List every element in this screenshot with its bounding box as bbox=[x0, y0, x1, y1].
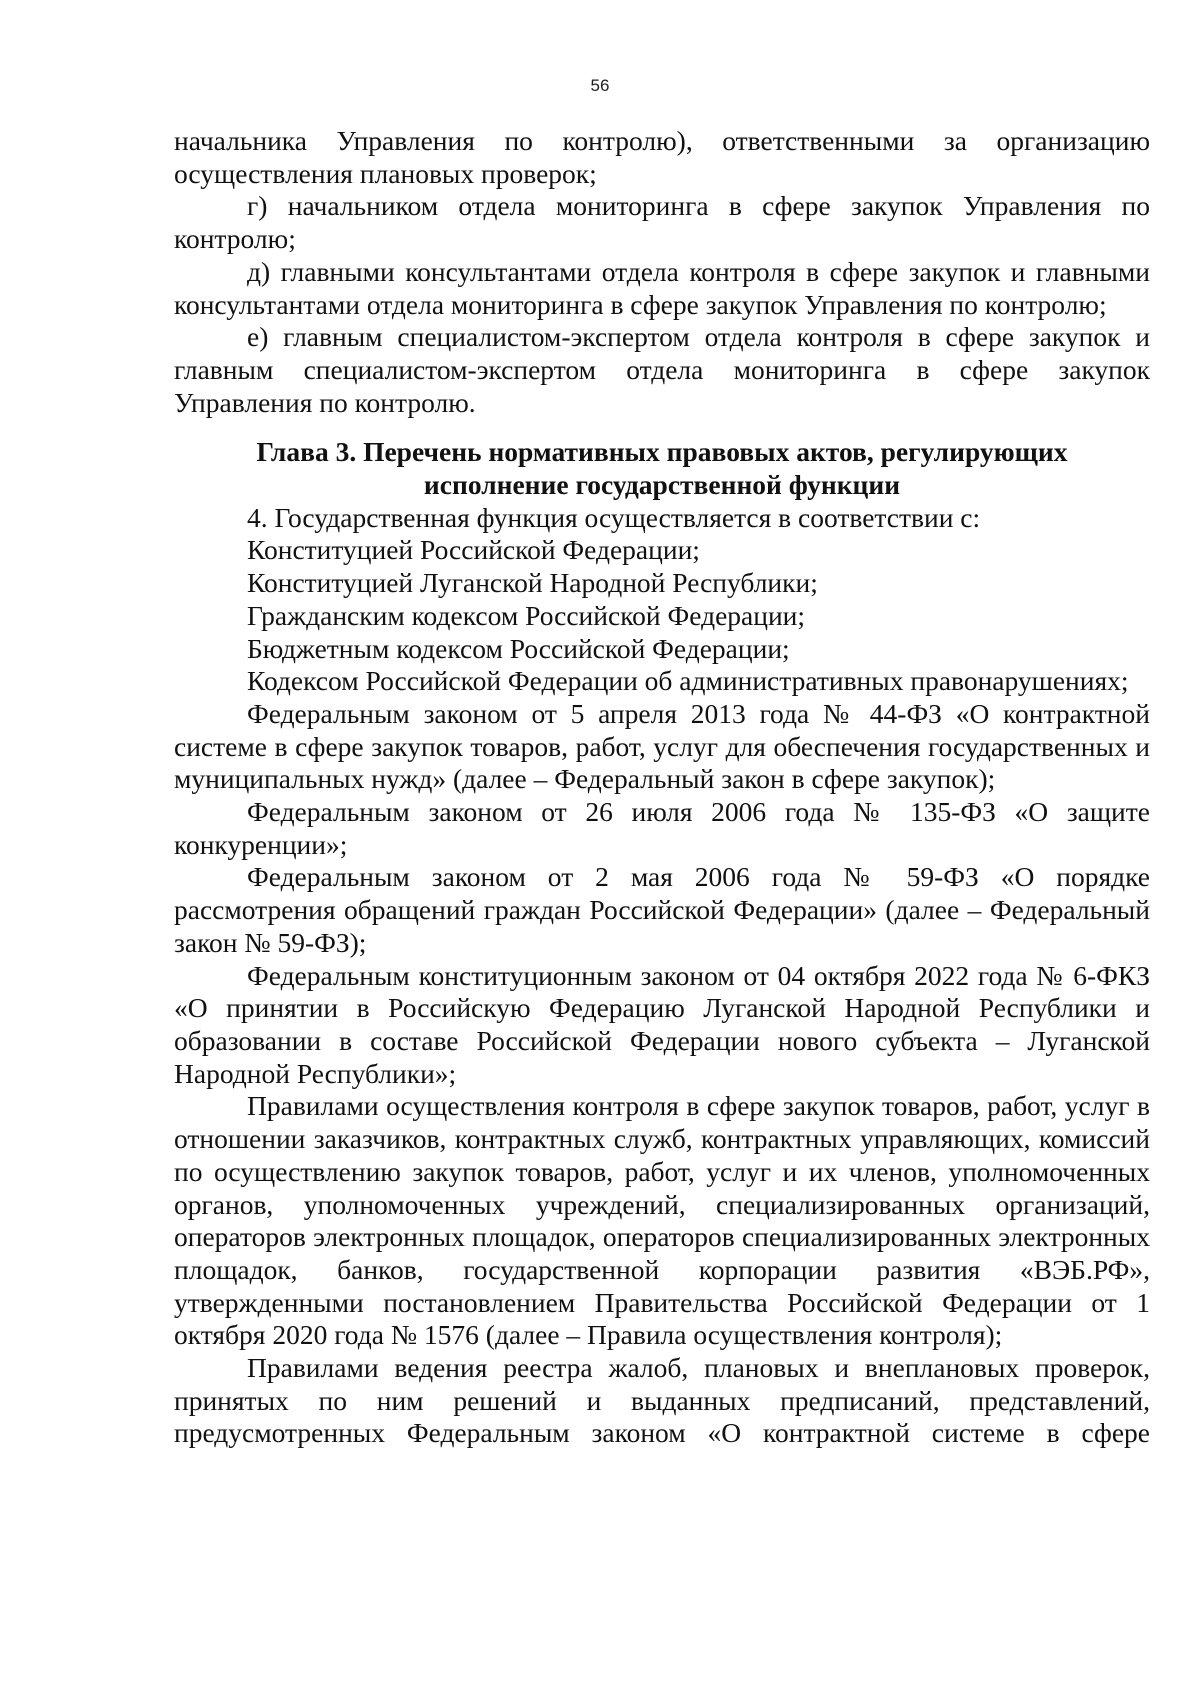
list-item-law-59fz: Федеральным законом от 2 мая 2006 года № 59-ФЗ «О порядке рассмотрения обращений граждан Российской Федерации» (далее – Федеральный закон № 59-ФЗ); bbox=[174, 861, 1150, 958]
list-item-law-6fkz: Федеральным конституционным законом от 04 октября 2022 года № 6-ФКЗ «О принятии в Российскую Федерацию Луганской Народной Республики и образовании в составе Российской Федерации нового субъекта – Луганской Народной Республики»; bbox=[174, 959, 1150, 1089]
page-number: 56 bbox=[590, 76, 610, 95]
document-body bbox=[174, 125, 1150, 1450]
paragraph-item-d: д) главными консультантами отдела контроля в сфере закупок и главными консультантами отдела мониторинга в сфере закупок Управления по контролю; bbox=[174, 255, 1150, 320]
list-item-civil-code: Гражданским кодексом Российской Федерации; bbox=[247, 599, 806, 631]
list-item-law-135fz: Федеральным законом от 26 июля 2006 года № 135-ФЗ «О защите конкуренции»; bbox=[174, 796, 1150, 860]
paragraph-item-g: г) начальником отдела мониторинга в сфере закупок Управления по контролю; bbox=[174, 190, 1150, 255]
paragraph-continuation: начальника Управления по контролю), ответственными за организацию осуществления плановых проверок; bbox=[174, 125, 1150, 189]
list-item-constitution-rf: Конституцией Российской Федерации; bbox=[247, 534, 700, 566]
paragraph-4-intro: 4. Государственная функция осуществляется в соответствии с: bbox=[247, 501, 981, 533]
list-item-registry-rules: Правилами ведения реестра жалоб, плановых и внеплановых проверок, принятых по ним решений и выданных предписаний, представлений, предусмотренных Федеральным законом «О контрактной системе в сфере bbox=[174, 1352, 1150, 1449]
list-item-constitution-lnr: Конституцией Луганской Народной Республики; bbox=[247, 567, 818, 599]
list-item-budget-code: Бюджетным кодексом Российской Федерации; bbox=[247, 632, 790, 664]
list-item-admin-code: Кодексом Российской Федерации об административных правонарушениях; bbox=[247, 665, 1129, 697]
paragraph-item-e: е) главным специалистом-экспертом отдела контроля в сфере закупок и главным специалистом-экспертом отдела мониторинга в сфере закупок Управления по контролю. bbox=[174, 321, 1150, 418]
chapter-heading-line-2: исполнение государственной функции bbox=[423, 469, 901, 501]
chapter-heading-line-1: Глава 3. Перечень нормативных правовых актов, регулирующих bbox=[256, 436, 1068, 468]
list-item-law-44fz: Федеральным законом от 5 апреля 2013 года № 44-ФЗ «О контрактной системе в сфере закупок товаров, работ, услуг для обеспечения государственных и муниципальных нужд» (далее – Федеральный закон в сфере закупок); bbox=[174, 697, 1150, 795]
list-item-control-rules: Правилами осуществления контроля в сфере закупок товаров, работ, услуг в отношении заказчиков, контрактных служб, контрактных управляющих, комиссий по осуществлению закупок товаров, работ, услуг и их членов, уполномоченных органов, уполномоченных учреждений, специализированных организаций, операторов электронных площадок, операторов специализированных электронных площадок, банков, государственной корпорации развития «ВЭБ.РФ», утвержденными постановлением Правительства Российской Федерации от 1 октября 2020 года № 1576 (далее – Правила осуществления контроля); bbox=[174, 1090, 1150, 1351]
chapter-heading bbox=[174, 436, 1150, 501]
